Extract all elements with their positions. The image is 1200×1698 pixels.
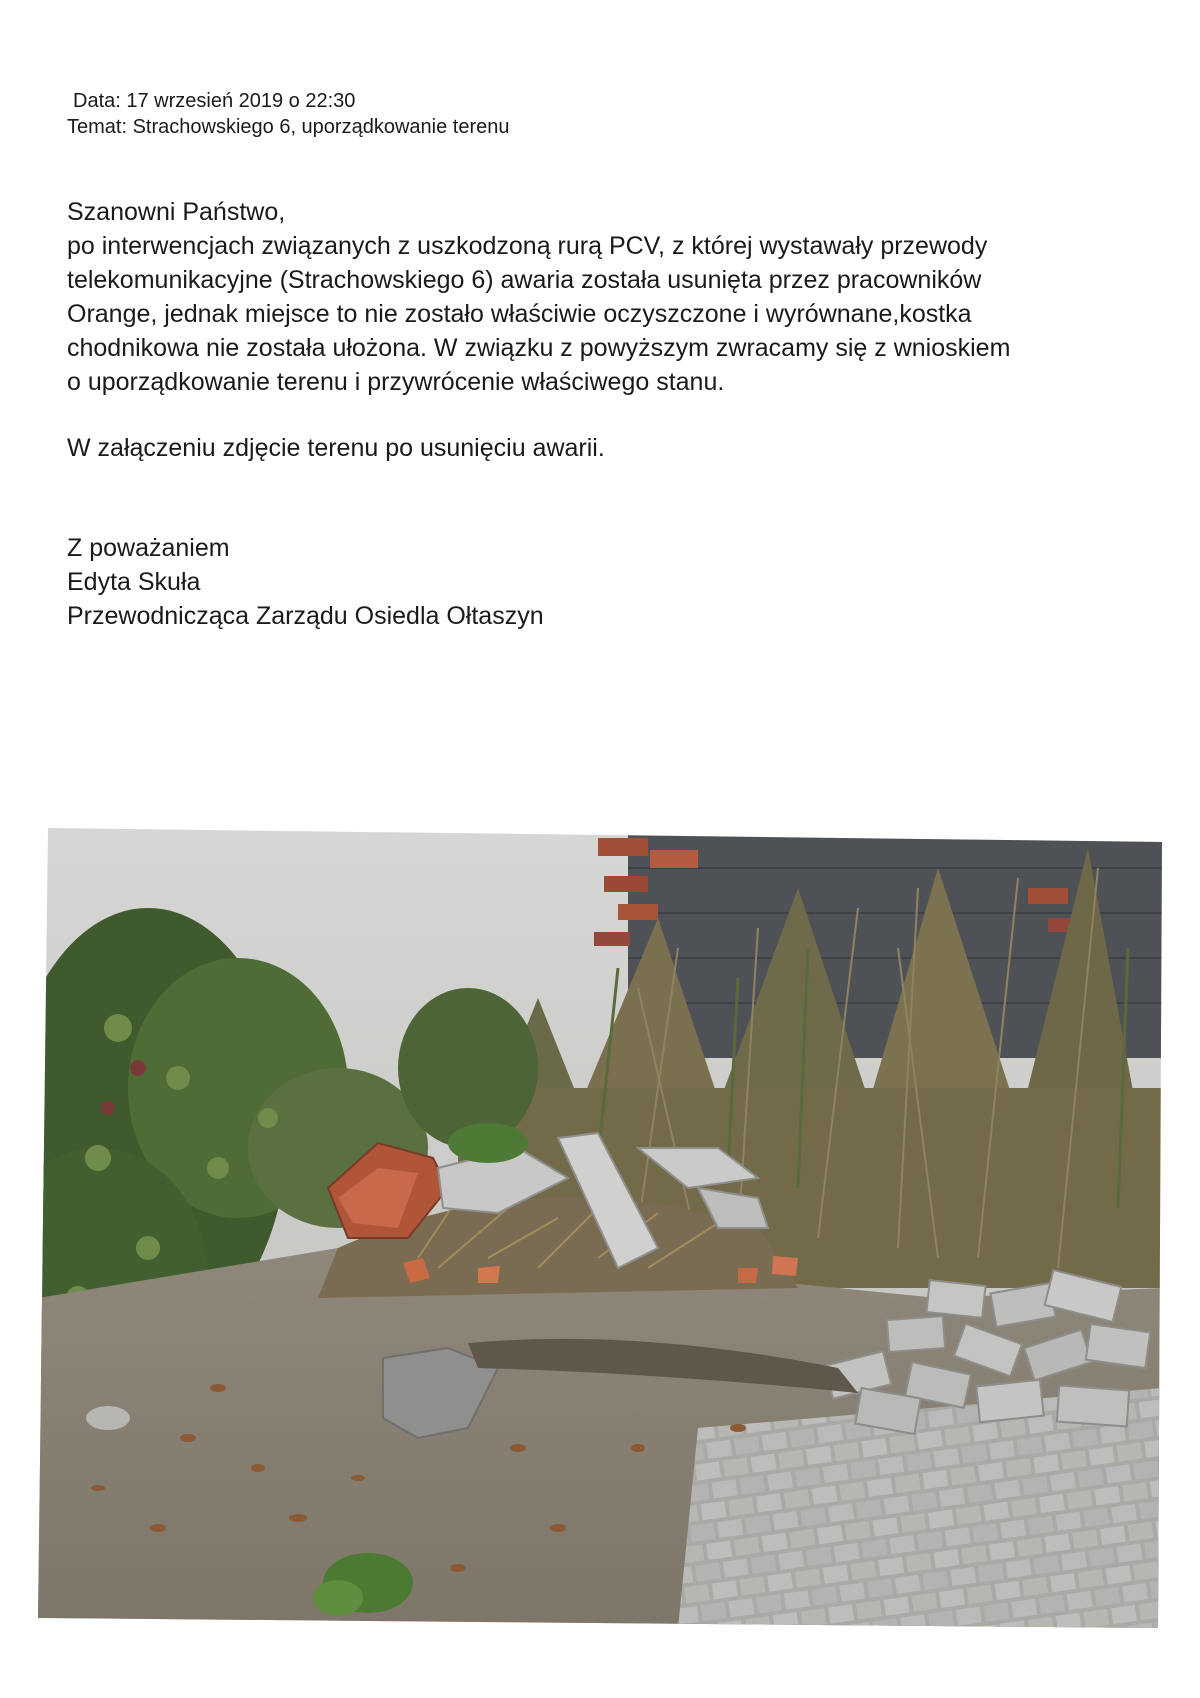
email-header xyxy=(67,88,509,140)
signer-title: Przewodnicząca Zarządu Osiedla Ołtaszyn xyxy=(67,602,544,630)
small-stone xyxy=(86,1406,130,1430)
body-line: chodnikowa nie została ułożona. W związku z powyższym zwracamy się z wnioskiem xyxy=(67,334,1011,362)
closing: Z poważaniem xyxy=(67,534,230,562)
attached-photo xyxy=(38,828,1162,1628)
body-line: telekomunikacyjne (Strachowskiego 6) awaria została usunięta przez pracowników xyxy=(67,266,982,294)
date-line: Data: 17 wrzesień 2019 o 22:30 xyxy=(73,90,356,112)
attachment-note: W załączeniu zdjęcie terenu po usunięciu awarii. xyxy=(67,434,605,462)
site-photo xyxy=(38,828,1162,1628)
signer-name: Edyta Skuła xyxy=(67,568,201,596)
subject-line: Temat: Strachowskiego 6, uporządkowanie terenu xyxy=(67,116,510,138)
letter-body xyxy=(67,195,1157,633)
body-line: po interwencjach związanych z uszkodzoną rurą PCV, z której wystawały przewody xyxy=(67,232,988,260)
body-line: Orange, jednak miejsce to nie zostało właściwie oczyszczone i wyrównane,kostka xyxy=(67,300,972,328)
salutation: Szanowni Państwo, xyxy=(67,198,286,226)
body-line: o uporządkowanie terenu i przywrócenie właściwego stanu. xyxy=(67,368,725,396)
